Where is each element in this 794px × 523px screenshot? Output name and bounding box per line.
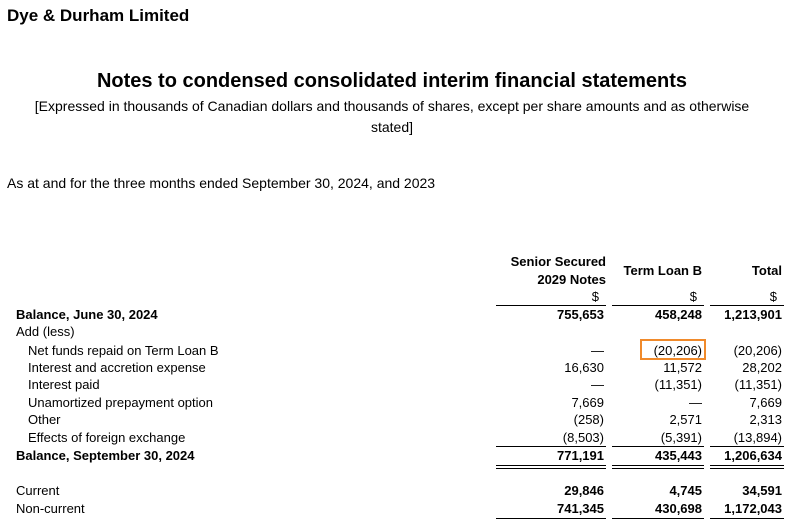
column-header-senior-secured — [511, 253, 606, 289]
total-rule-top-c3 — [710, 465, 784, 466]
cell-term-loan-b: 430,698 — [655, 501, 702, 516]
cell-total: 34,591 — [742, 483, 782, 498]
row-label: Effects of foreign exchange — [28, 430, 186, 445]
cell-term-loan-b: — — [689, 395, 702, 410]
cell-term-loan-b: 435,443 — [655, 448, 702, 463]
total-rule-top-c1 — [496, 465, 606, 466]
company-name: Dye & Durham Limited — [7, 6, 190, 25]
table-row-interest-accretion — [0, 359, 794, 377]
cell-total: 1,172,043 — [724, 501, 782, 516]
cell-term-loan-b: 11,572 — [663, 360, 702, 375]
row-label: Other — [28, 412, 61, 427]
row-label: Interest and accretion expense — [28, 360, 206, 375]
final-rule-c3 — [710, 518, 784, 519]
row-label: Interest paid — [28, 377, 100, 392]
cell-senior-secured: — — [591, 343, 604, 358]
table-row-add-less — [0, 323, 794, 341]
cell-total: 1,206,634 — [724, 448, 782, 463]
cell-term-loan-b: (11,351) — [654, 377, 702, 392]
cell-total: 28,202 — [742, 360, 782, 375]
cell-senior-secured: (258) — [573, 412, 604, 427]
column-header-senior-secured-line1: Senior Secured — [510, 254, 606, 269]
cell-senior-secured: (8,503) — [562, 430, 604, 445]
final-rule-c2 — [612, 518, 704, 519]
table-row-balance-september — [0, 447, 794, 465]
cell-total: 1,213,901 — [724, 307, 782, 322]
row-label: Balance, September 30, 2024 — [16, 448, 195, 463]
row-label: Add (less) — [16, 324, 75, 339]
highlight-box — [640, 339, 706, 360]
period-statement: As at and for the three months ended September 30, 2024, and 2023 — [7, 175, 436, 191]
column-header-total: Total — [751, 263, 782, 278]
cell-senior-secured: 755,653 — [557, 307, 604, 322]
total-rule-bottom-c1 — [496, 468, 606, 469]
cell-senior-secured: — — [591, 377, 604, 392]
subtitle-line-2: stated] — [370, 119, 414, 135]
row-label: Balance, June 30, 2024 — [16, 307, 158, 322]
cell-senior-secured: 16,630 — [564, 360, 604, 375]
cell-senior-secured: 771,191 — [557, 448, 604, 463]
cell-term-loan-b: 458,248 — [655, 307, 702, 322]
row-label: Unamortized prepayment option — [28, 395, 213, 410]
column-header-term-loan-b: Term Loan B — [623, 263, 702, 278]
table-row-foreign-exchange — [0, 429, 794, 447]
currency-symbol-c3: $ — [769, 289, 777, 304]
column-header-senior-secured-line2: 2029 Notes — [537, 272, 606, 287]
table-row-other — [0, 411, 794, 429]
table-row-balance-june — [0, 306, 794, 324]
subtitle-line-1: [Expressed in thousands of Canadian dollars and thousands of shares, except per share amounts and as otherwise — [34, 98, 750, 114]
table-row-interest-paid — [0, 376, 794, 394]
table-row-non-current — [0, 500, 794, 518]
cell-senior-secured: 741,345 — [557, 501, 604, 516]
cell-senior-secured: 29,846 — [564, 483, 604, 498]
total-rule-bottom-c2 — [612, 468, 704, 469]
table-row-prepayment-option — [0, 394, 794, 412]
page-title: Notes to condensed consolidated interim financial statements — [96, 70, 688, 92]
final-rule-c1 — [496, 518, 606, 519]
cell-term-loan-b: (20,206) — [653, 343, 702, 358]
cell-total: 7,669 — [749, 395, 782, 410]
cell-term-loan-b: (5,391) — [660, 430, 702, 445]
currency-symbol-c1: $ — [591, 289, 599, 304]
table-row-current — [0, 482, 794, 500]
row-label: Net funds repaid on Term Loan B — [28, 343, 219, 358]
currency-symbol-c2: $ — [689, 289, 697, 304]
cell-total: (13,894) — [733, 430, 782, 445]
cell-total: (20,206) — [733, 343, 782, 358]
page-subtitle — [0, 96, 784, 138]
total-rule-top-c2 — [612, 465, 704, 466]
cell-term-loan-b: 2,571 — [669, 412, 702, 427]
row-label: Non-current — [16, 501, 85, 516]
row-label: Current — [16, 483, 60, 498]
cell-term-loan-b: 4,745 — [669, 483, 702, 498]
cell-total: (11,351) — [734, 377, 782, 392]
cell-total: 2,313 — [749, 412, 782, 427]
total-rule-bottom-c3 — [710, 468, 784, 469]
cell-senior-secured: 7,669 — [571, 395, 604, 410]
